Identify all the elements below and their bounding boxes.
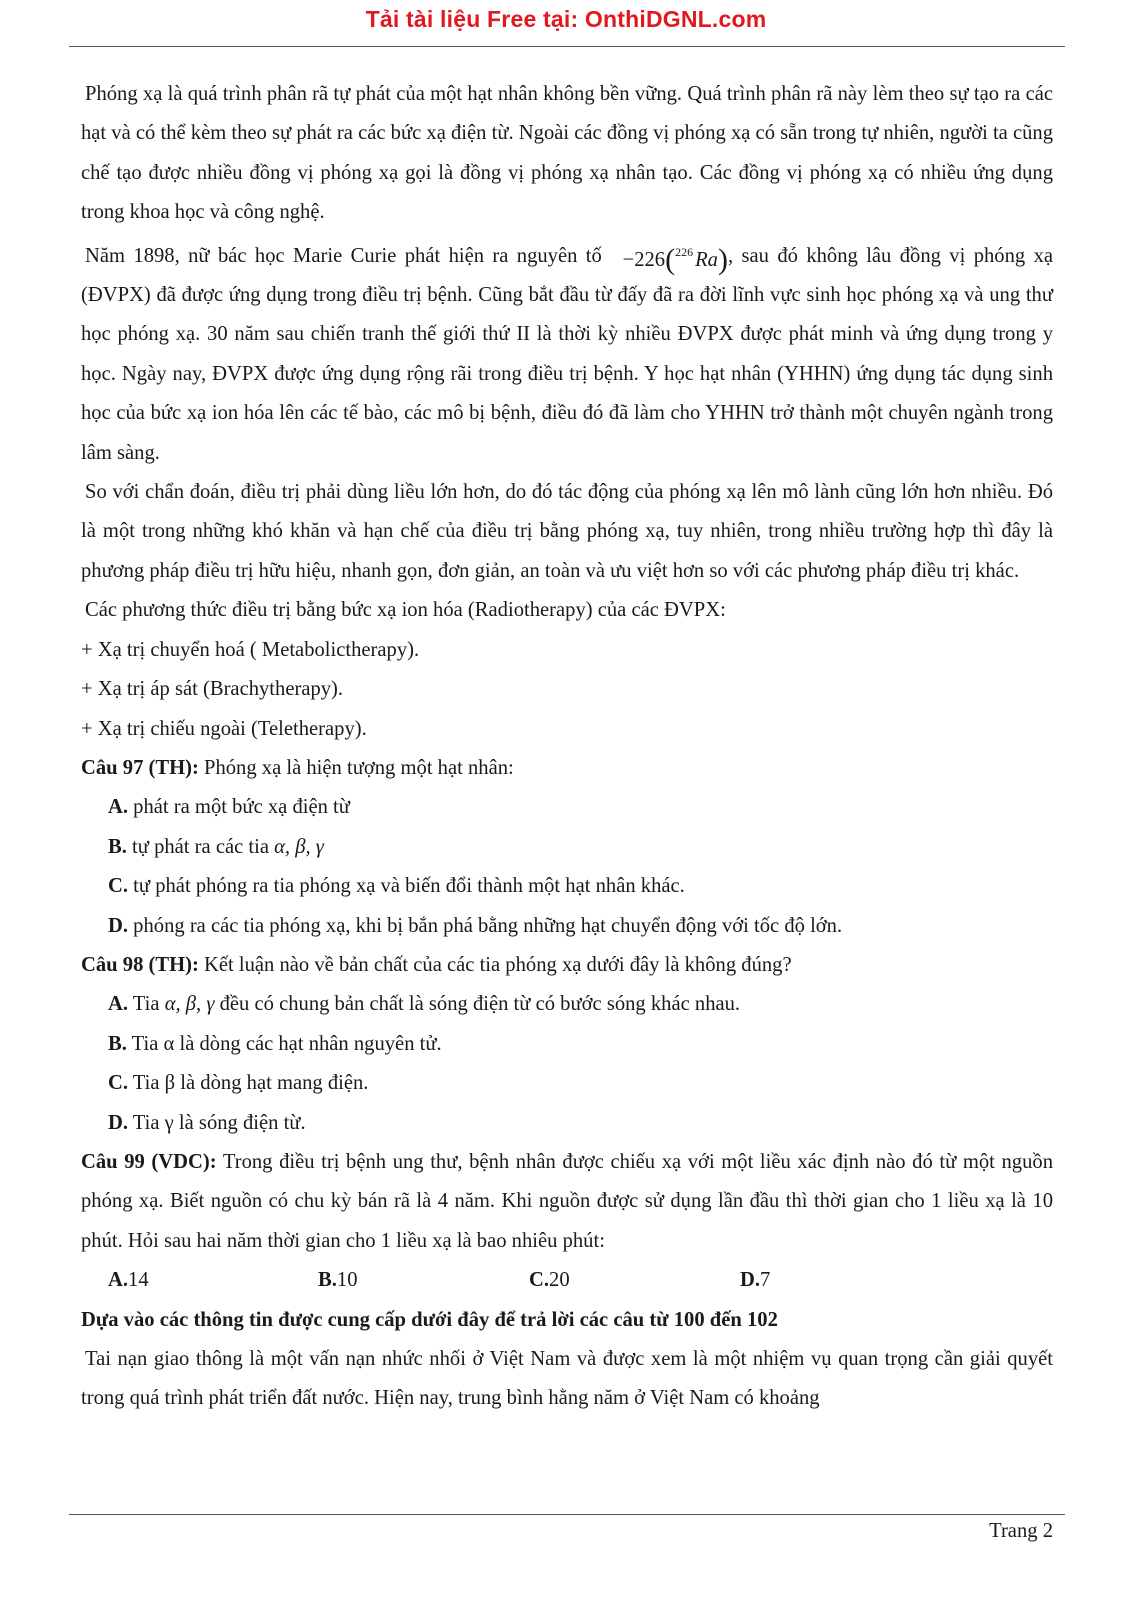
option-label: C. [108,875,129,898]
site-banner: Tải tài liệu Free tại: OnthiDGNL.com [365,6,767,32]
intro-paragraph-1: Phóng xạ là quá trình phân rã tự phát của một hạt nhân không bền vững. Quá trình phân rã này lèm theo sự tạo ra các hạt và có thể kèm theo sự phát ra các bức xạ điện từ. Ngoài các đồng vị phóng xạ có sẵn trong tự nhiên, người ta cũng chế tạo được nhiều đồng vị phóng xạ gọi là đồng vị phóng xạ nhân tạo. Các đồng vị phóng xạ có nhiều ứng dụng trong khoa học và công nghệ. [81,83,1053,224]
question-98-label: Câu 98 (TH): [81,953,199,976]
question-97-text: Phóng xạ là hiện tượng một hạt nhân: [198,756,514,779]
question-99 [81,1143,1053,1261]
method-item: + Xạ trị chiếu ngoài (Teletherapy). [81,717,367,740]
option-label: B. [108,835,127,858]
q99-option-d [740,1261,771,1300]
header-divider [69,46,1065,47]
section-paragraph: Tai nạn giao thông là một vấn nạn nhức nhối ở Việt Nam và được xem là một nhiệm vụ quan trọng cần giải quyết trong quá trình phát triển đất nước. Hiện nay, trung bình hằng năm ở Việt Nam có khoảng [81,1347,1053,1410]
question-99-label: Câu 99 (VDC): [81,1150,217,1173]
option-label: C. [529,1269,550,1292]
intro-paragraph-2-rest: , sau đó không lâu đồng vị phóng xạ (ĐVPX) đã được ứng dụng trong điều trị bệnh. Cũng bắt đầu từ đấy đã ra đời lĩnh vực sinh học phóng xạ và ung thư học phóng xạ. 30 năm sau chiến tranh thế giới thứ II là thời kỳ nhiều ĐVPX được phát minh và ứng dụng trong y học. Ngày nay, ĐVPX được ứng dụng rộng rãi trong điều trị bệnh. Y học hạt nhân (YHHN) ứng dụng tác dụng sinh học của bức xạ ion hóa lên các tế bào, các mô bị bệnh, điều đó đã làm cho YHHN trở thành một chuyên ngành trong lâm sàng. [81,244,1053,464]
q98-option-d [81,1104,1053,1143]
q97-option-b [81,828,1053,867]
intro-paragraph-2-start: Năm 1898, nữ bác học Marie Curie phát hiện ra nguyên tố [85,244,602,267]
option-label: D. [740,1269,761,1292]
document-body [81,75,1053,1419]
option-label: B. [108,1032,127,1055]
radium-formula: −226($^{226}$Ra) [622,242,728,276]
question-98-text: Kết luận nào về bản chất của các tia phóng xạ dưới đây là không đúng? [198,953,792,976]
option-text: 10 [336,1269,358,1292]
formula-prefix: −226 [622,248,666,271]
formula-mass-number: 226 [675,244,694,259]
q99-options [81,1261,1053,1300]
formula-symbol: Ra [695,248,718,271]
question-99-text: Trong điều trị bệnh ung thư, bệnh nhân được chiếu xạ với một liều xác định nào đó từ một nguồn phóng xạ. Biết nguồn có chu kỳ bán rã là 4 năm. Khi nguồn được sử dụng lần đầu thì thời gian cho 1 liều xạ là 10 phút. Hỏi sau hai năm thời gian cho 1 liều xạ là bao nhiêu phút: [81,1150,1053,1252]
option-text: đều có chung bản chất là sóng điện từ có bước sóng khác nhau. [214,993,741,1016]
option-text: phóng ra các tia phóng xạ, khi bị bắn phá bằng những hạt chuyển động với tốc độ lớn. [128,914,843,937]
option-text: Tia α là dòng các hạt nhân nguyên tử. [126,1032,442,1055]
footer-divider [69,1514,1065,1515]
method-item: + Xạ trị áp sát (Brachytherapy). [81,678,344,701]
intro-paragraph-2 [81,237,1053,473]
option-label: A. [108,1269,129,1292]
greek-rays-math: α, β, γ [274,835,324,858]
option-text: 7 [760,1269,771,1292]
method-item: + Xạ trị chuyển hoá ( Metabolictherapy). [81,638,420,661]
question-97-label: Câu 97 (TH): [81,756,199,779]
option-text: tự phát phóng ra tia phóng xạ và biến đổi thành một hạt nhân khác. [128,875,685,898]
option-text: 14 [128,1269,149,1292]
option-label: A. [108,796,129,819]
q97-option-d [81,907,1053,946]
option-label: A. [108,993,129,1016]
option-label: C. [108,1072,129,1095]
q99-option-a [108,1261,149,1300]
intro-paragraph-3: So với chẩn đoán, điều trị phải dùng liều lớn hơn, do đó tác động của phóng xạ lên mô lành cũng lớn hơn nhiều. Đó là một trong những khó khăn và hạn chế của điều trị bằng phóng xạ, tuy nhiên, trong nhiều trường hợp thì đây là phương pháp điều trị hữu hiệu, nhanh gọn, đơn giản, an toàn và ưu việt hơn so với các phương pháp điều trị khác. [81,481,1053,582]
option-label: D. [108,914,129,937]
q99-option-b [318,1261,358,1300]
option-text: Tia [128,993,165,1016]
page-number: Trang 2 [989,1520,1053,1542]
option-text: phát ra một bức xạ điện từ [128,796,350,819]
q98-option-b [81,1025,1053,1064]
option-text: tự phát ra các tia [126,835,275,858]
option-label: D. [108,1111,129,1134]
q98-option-a [81,985,1053,1024]
question-97 [81,749,1053,788]
option-text: 20 [549,1269,570,1292]
q98-option-c [81,1064,1053,1103]
option-text: Tia β là dòng hạt mang điện. [128,1072,369,1095]
section-heading: Dựa vào các thông tin được cung cấp dưới đây để trả lời các câu từ 100 đến 102 [81,1308,778,1331]
option-label: B. [318,1269,337,1292]
option-text: Tia γ là sóng điện từ. [128,1111,306,1134]
q99-option-c [529,1261,570,1300]
q97-option-c [81,867,1053,906]
greek-rays-math: α, β, γ [164,993,215,1016]
question-98 [81,946,1053,985]
intro-paragraph-4: Các phương thức điều trị bằng bức xạ ion hóa (Radiotherapy) của các ĐVPX: [85,599,726,622]
q97-option-a [81,788,1053,827]
